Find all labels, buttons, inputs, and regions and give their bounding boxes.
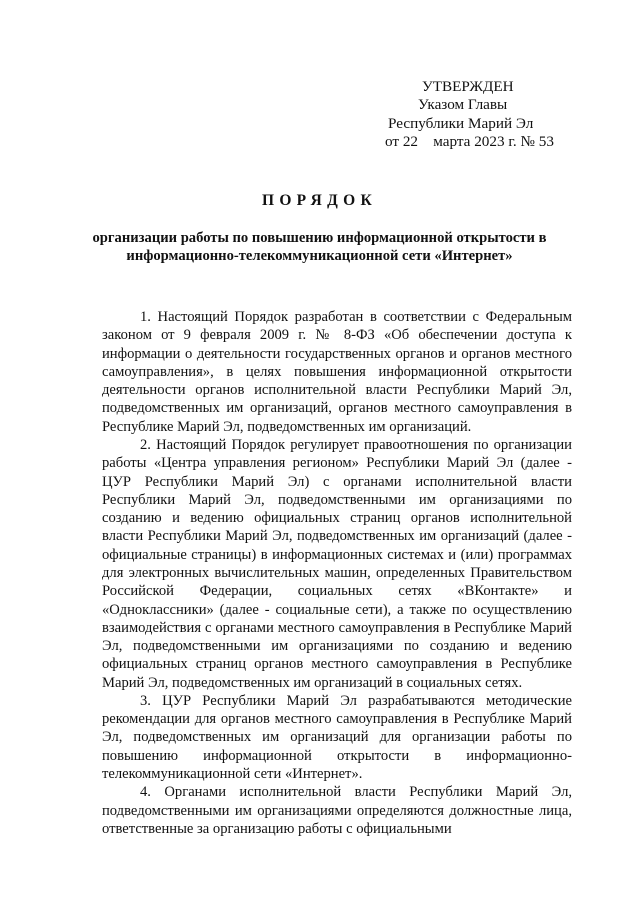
approval-line-republic: Республики Марий Эл xyxy=(388,114,534,132)
paragraph-3: 3. ЦУР Республики Марий Эл разрабатываются методические рекомендации для органов местного самоуправления в Республике Марий Эл, подведомственных им организаций для организации работы по повышению информационной открытости в информационно-телекоммуникационной сети «Интернет». xyxy=(102,692,572,783)
document-subtitle: организации работы по повышению информационной открытости в информационно-телекоммуникационной сети «Интернет» xyxy=(92,230,547,265)
approval-line-decree: Указом Главы xyxy=(418,96,508,114)
paragraph-2: 2. Настоящий Порядок регулирует правоотношения по организации работы «Центра управления регионом» Республики Марий Эл (далее - ЦУР Республики Марий Эл) с органами исполнительной власти Республики Марий Эл, подведомственными им организациями по созданию и ведению официальных страниц органов исполнительной власти Республики Марий Эл, подведомственных им организаций (далее - официальные страницы) в информационных системах и (или) программах для электронных вычислительных машин, определенных Правительством Российской Федерации, социальных сетях «ВКонтакте» и «Одноклассники» (далее - социальные сети), а также по осуществлению взаимодействия с органами местного самоуправления в Республике Марий Эл, подведомственными им организациями по созданию и ведению официальных страниц органов местного самоуправления в Республике Марий Эл, подведомственных им организаций в социальных сетях. xyxy=(102,436,572,691)
approval-stamp xyxy=(385,78,575,151)
document-body xyxy=(102,308,572,838)
document-title: ПОРЯДОК xyxy=(261,192,378,209)
approval-line-approved: УТВЕРЖДЕН xyxy=(422,78,514,95)
paragraph-4: 4. Органами исполнительной власти Республики Марий Эл, подведомственными им организациями определяются должностные лица, ответственные за организацию работы с официальными xyxy=(102,784,572,837)
paragraph-1: 1. Настоящий Порядок разработан в соответствии с Федеральным законом от 9 февраля 2009 г. № 8-ФЗ «Об обеспечении доступа к информации о деятельности государственных органов и органов местного самоуправления», в целях повышения информационной открытости деятельности органов исполнительной власти Республики Марий Эл, подведомственных им организаций, органов местного самоуправления в Республике Марий Эл, подведомственных им организаций. xyxy=(102,309,572,435)
approval-line-date: от 22 марта 2023 г. № 53 xyxy=(385,132,554,150)
